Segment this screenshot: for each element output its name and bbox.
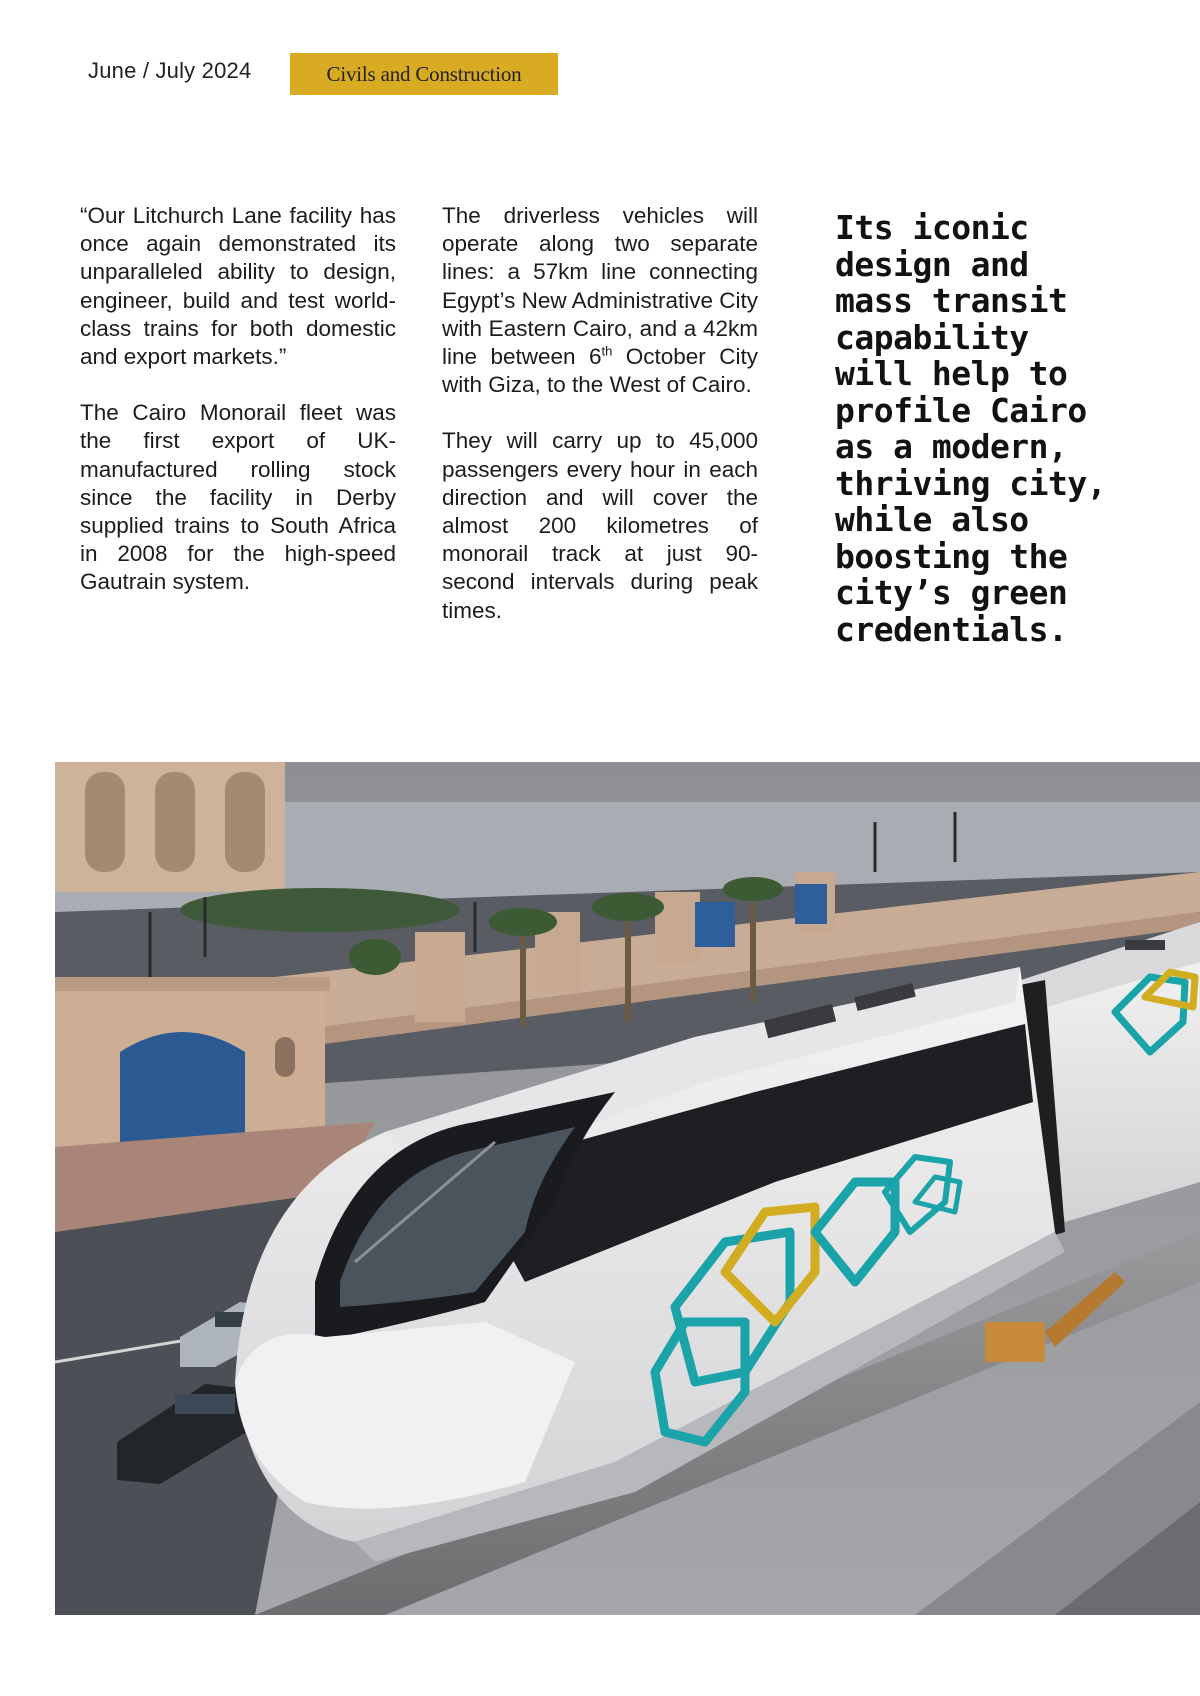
palace-facade: [55, 762, 285, 892]
body-paragraph: They will carry up to 45,000 passengers every hour in each direction and will cover the almost 200 kilometres of monorail track at just 90-second intervals during peak times.: [442, 428, 758, 623]
issue-date: June / July 2024: [88, 58, 252, 83]
section-tag: Civils and Construction: [290, 53, 558, 95]
article-column-2: [442, 202, 758, 653]
monorail-illustration: [55, 762, 1200, 1615]
ordinal-superscript: th: [601, 343, 613, 359]
median-garden: [180, 888, 460, 932]
text-run: The driverless vehicles will operate along two separate lines: a 57km line connecting Egypt’s New Administrative City with Eastern Cairo, and a 42km line between 6: [442, 203, 758, 370]
monorail-photo: [55, 762, 1200, 1615]
article-column-1: [80, 202, 396, 625]
quote-paragraph: “Our Litchurch Lane facility has once again demonstrated its unparalleled ability to design, engineer, build and test world-class trains for both domestic and export markets.”: [80, 203, 396, 370]
body-paragraph: The Cairo Monorail fleet was the first export of UK-manufactured rolling stock since the facility in Derby supplied trains to South Africa in 2008 for the high-speed Gautrain system.: [80, 400, 396, 595]
pull-quote: Its iconic design and mass transit capability will help to profile Cairo as a modern, thriving city, while also boosting the city’s green credentials.: [835, 208, 1107, 649]
text-run: October City with Giza, to the West of Cairo.: [442, 344, 758, 398]
body-paragraph: [442, 202, 758, 399]
